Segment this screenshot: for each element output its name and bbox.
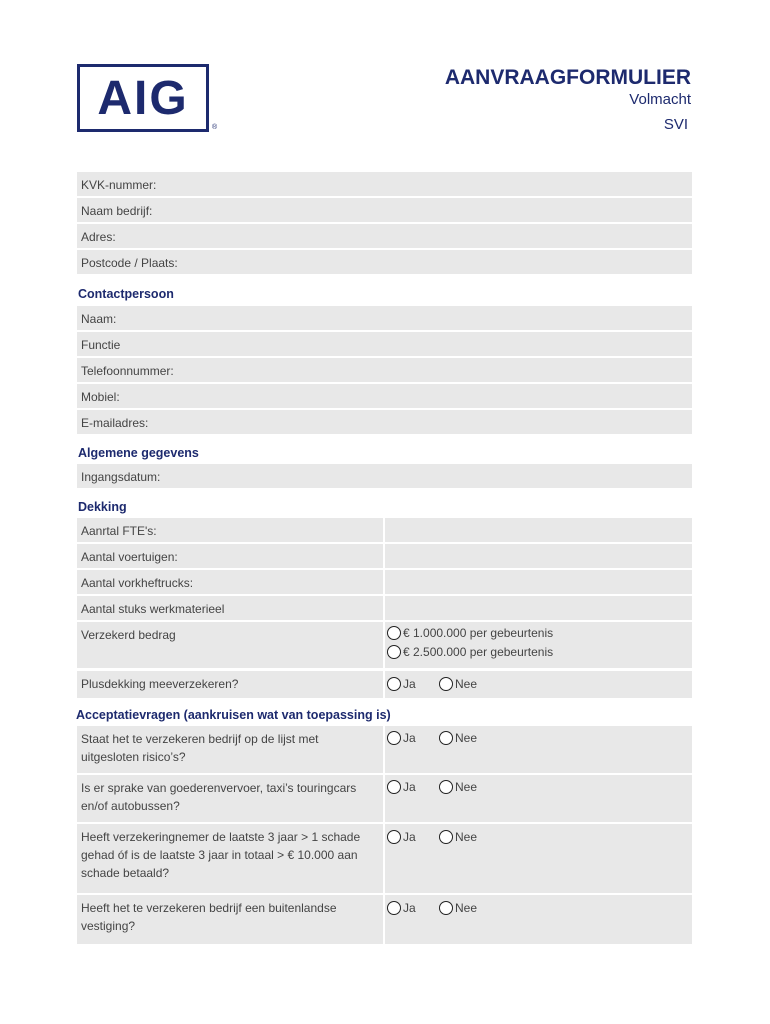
acceptance-q3-row — [77, 824, 692, 893]
plus-coverage-row — [77, 671, 692, 698]
postcode-field[interactable] — [77, 250, 692, 274]
radio-icon[interactable] — [387, 731, 401, 745]
q1-yes-option[interactable] — [387, 731, 416, 745]
plus-yes-option[interactable] — [387, 677, 416, 691]
radio-icon[interactable] — [387, 645, 401, 659]
acceptance-q2-row — [77, 775, 692, 822]
q2-no-option[interactable] — [439, 780, 477, 794]
address-field[interactable] — [77, 224, 692, 248]
acceptance-q2-label: Is er sprake van goederenvervoer, taxi’s touringcars en/of autobussen? — [81, 781, 357, 813]
plus-no-option[interactable] — [439, 677, 477, 691]
section-dekking: Dekking — [78, 500, 127, 514]
fte-field[interactable] — [77, 518, 692, 542]
q3-no-option[interactable] — [439, 830, 477, 844]
q1-no-option[interactable] — [439, 731, 477, 745]
yes-label: Ja — [403, 731, 416, 745]
equipment-field[interactable] — [77, 596, 692, 620]
radio-icon[interactable] — [439, 830, 453, 844]
plus-coverage-label: Plusdekking meeverzekeren? — [81, 677, 239, 691]
insured-amount-row — [77, 622, 692, 668]
acceptance-q1-label: Staat het te verzekeren bedrijf op de lijst met uitgesloten risico’s? — [81, 732, 319, 764]
section-algemene-gegevens: Algemene gegevens — [78, 446, 199, 460]
start-date-field[interactable] — [77, 464, 692, 488]
amount-option-2-label: € 2.500.000 per gebeurtenis — [403, 645, 554, 659]
contact-name-field[interactable] — [77, 306, 692, 330]
radio-icon[interactable] — [387, 830, 401, 844]
aig-logo — [77, 64, 209, 132]
vehicles-field[interactable] — [77, 544, 692, 568]
section-acceptatievragen: Acceptatievragen (aankruisen wat van toepassing is) — [76, 708, 391, 722]
acceptance-q4-row — [77, 895, 692, 944]
mobile-label: Mobiel: — [81, 390, 120, 404]
start-date-label: Ingangsdatum: — [81, 470, 161, 484]
yes-label: Ja — [403, 901, 416, 915]
q2-yes-option[interactable] — [387, 780, 416, 794]
radio-icon[interactable] — [387, 780, 401, 794]
no-label: Nee — [455, 901, 478, 915]
radio-icon[interactable] — [439, 901, 453, 915]
form-title: AANVRAAGFORMULIER — [444, 66, 691, 89]
yes-label: Ja — [403, 830, 416, 844]
acceptance-q1-row — [77, 726, 692, 773]
radio-icon[interactable] — [387, 901, 401, 915]
radio-icon[interactable] — [387, 677, 401, 691]
amount-option-1[interactable] — [387, 626, 553, 640]
company-name-label: Naam bedrijf: — [81, 204, 153, 218]
no-label: Nee — [455, 677, 478, 691]
logo-text: AIG — [97, 71, 189, 125]
postcode-label: Postcode / Plaats: — [81, 256, 178, 270]
section-contactpersoon: Contactpersoon — [78, 287, 174, 301]
kvk-field[interactable] — [77, 172, 692, 196]
forklifts-field[interactable] — [77, 570, 692, 594]
q3-yes-option[interactable] — [387, 830, 416, 844]
acceptance-q3-label: Heeft verzekeringnemer de laatste 3 jaar > 1 schade gehad óf is de laatste 3 jaar in totaal > € 10.000 aan schade betaald? — [81, 830, 361, 880]
radio-icon[interactable] — [387, 626, 401, 640]
equipment-label: Aantal stuks werkmaterieel — [81, 602, 225, 616]
form-subtitle-svi: SVI — [663, 116, 688, 133]
radio-icon[interactable] — [439, 731, 453, 745]
no-label: Nee — [455, 780, 478, 794]
q4-no-option[interactable] — [439, 901, 477, 915]
email-field[interactable] — [77, 410, 692, 434]
radio-icon[interactable] — [439, 780, 453, 794]
phone-label: Telefoonnummer: — [81, 364, 174, 378]
registered-mark: ® — [212, 124, 218, 131]
function-field[interactable] — [77, 332, 692, 356]
q4-yes-option[interactable] — [387, 901, 416, 915]
fte-label: Aanrtal FTE's: — [81, 524, 157, 538]
forklifts-label: Aantal vorkheftrucks: — [81, 576, 194, 590]
mobile-field[interactable] — [77, 384, 692, 408]
yes-label: Ja — [403, 780, 416, 794]
contact-name-label: Naam: — [81, 312, 117, 326]
address-label: Adres: — [81, 230, 116, 244]
radio-icon[interactable] — [439, 677, 453, 691]
amount-option-2[interactable] — [387, 645, 553, 659]
no-label: Nee — [455, 830, 478, 844]
kvk-label: KVK-nummer: — [81, 178, 157, 192]
yes-label: Ja — [403, 677, 416, 691]
company-name-field[interactable] — [77, 198, 692, 222]
vehicles-label: Aantal voertuigen: — [81, 550, 178, 564]
function-label: Functie — [81, 338, 121, 352]
amount-option-1-label: € 1.000.000 per gebeurtenis — [403, 626, 554, 640]
no-label: Nee — [455, 731, 478, 745]
insured-amount-label: Verzekerd bedrag — [81, 628, 176, 642]
phone-field[interactable] — [77, 358, 692, 382]
email-label: E-mailadres: — [81, 416, 149, 430]
form-subtitle-volmacht: Volmacht — [629, 91, 691, 108]
acceptance-q4-label: Heeft het te verzekeren bedrijf een buitenlandse vestiging? — [81, 901, 337, 933]
